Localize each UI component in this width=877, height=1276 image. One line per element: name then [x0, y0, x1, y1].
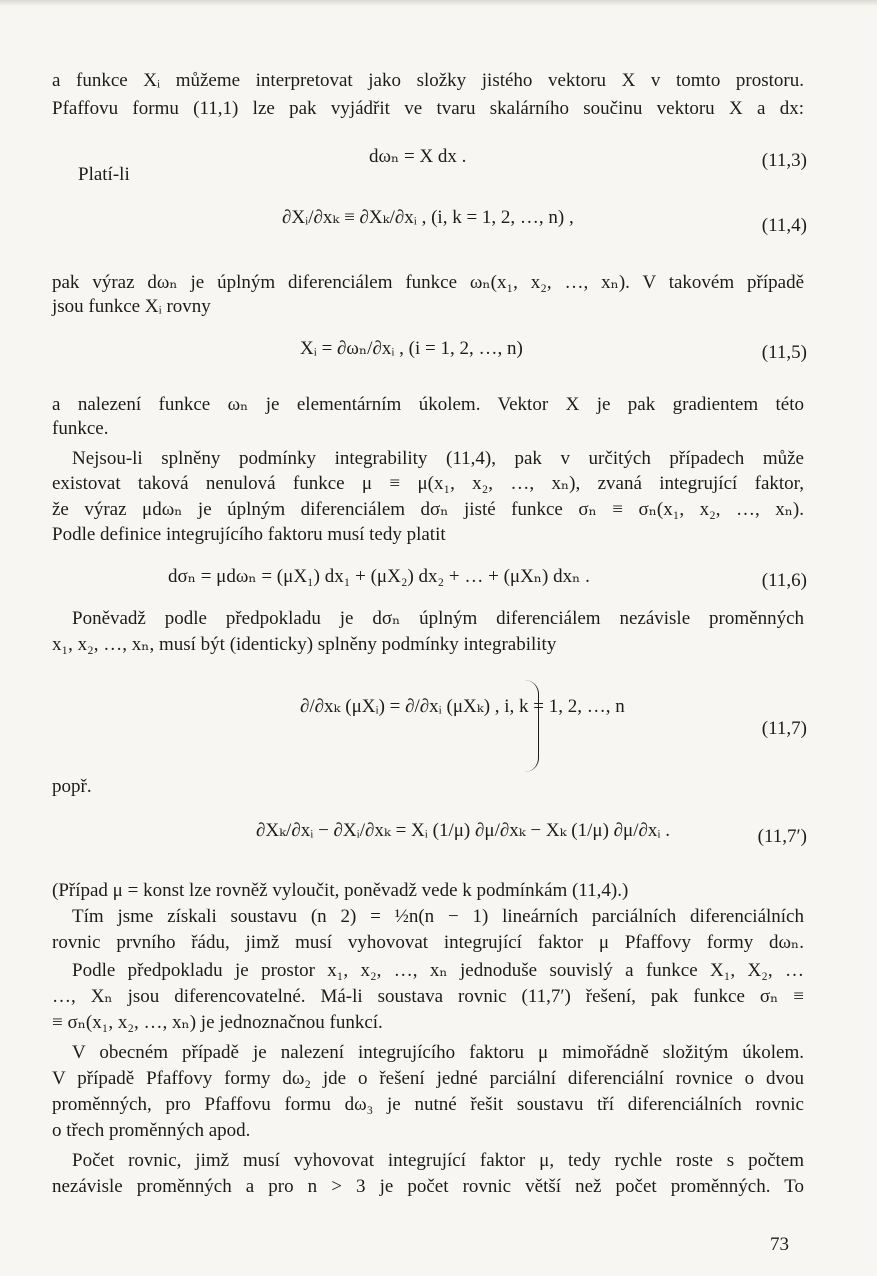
text-line: jsou funkce Xᵢ rovny [52, 296, 211, 317]
text-line: …, Xₙ jsou diferencovatelné. Má-li soustava rovnic (11,7′) řešení, pak funkce σₙ ≡ [52, 986, 804, 1007]
text-line: pak výraz dωₙ je úplným diferenciálem funkce ωₙ(x₁, x₂, …, xₙ). V takovém případě [52, 272, 804, 293]
text-line: o třech proměnných apod. [52, 1120, 251, 1141]
text-line: x₁, x₂, …, xₙ, musí být (identicky) splněny podmínky integrability [52, 634, 557, 655]
text-line: V obecném případě je nalezení integrujícího faktoru μ mimořádně složitým úkolem. [72, 1042, 804, 1063]
text-line: Podle definice integrujícího faktoru musí tedy platit [52, 524, 446, 545]
text-line: funkce. [52, 418, 109, 439]
text-line: rovnic prvního řádu, jimž musí vyhovovat integrující faktor μ Pfaffovy formy dωₙ. [52, 932, 804, 953]
text-line: a nalezení funkce ωₙ je elementárním úkolem. Vektor X je pak gradientem této [52, 394, 804, 415]
equation-number: (11,5) [761, 342, 807, 363]
equation-number: (11,7′) [757, 826, 807, 847]
equation-11-7-prime: ∂Xₖ/∂xᵢ − ∂Xᵢ/∂xₖ = Xᵢ (1/μ) ∂μ/∂xₖ − Xₖ (1/μ) ∂μ/∂xᵢ . [256, 820, 671, 841]
page-number: 73 [770, 1234, 789, 1255]
right-brace [524, 680, 539, 772]
text-line: existovat taková nenulová funkce μ ≡ μ(x₁, x₂, …, xₙ), zvaná integrující faktor, [52, 473, 804, 494]
text-line: Počet rovnic, jimž musí vyhovovat integrující faktor μ, tedy rychle roste s počtem [72, 1150, 804, 1171]
text-line: V případě Pfaffovy formy dω₂ jde o řešení jedné parciální diferenciální rovnice o dvou [52, 1068, 804, 1089]
equation-11-7: ∂/∂xₖ (μXᵢ) = ∂/∂xᵢ (μXₖ) , i, k = 1, 2, …, n [300, 696, 625, 717]
text-line: Poněvadž podle předpokladu je dσₙ úplným diferenciálem nezávisle proměnných [72, 608, 804, 629]
equation-number: (11,6) [761, 570, 807, 591]
equation-11-5: Xᵢ = ∂ωₙ/∂xᵢ , (i = 1, 2, …, n) [300, 338, 523, 359]
text-line: nezávisle proměnných a pro n > 3 je počet rovnic větší než počet proměnných. To [52, 1176, 804, 1197]
equation-11-4: ∂Xᵢ/∂xₖ ≡ ∂Xₖ/∂xᵢ , (i, k = 1, 2, …, n) , [282, 207, 574, 228]
text-line: Nejsou-li splněny podmínky integrability (11,4), pak v určitých případech může [72, 448, 804, 469]
text-line: proměnných, pro Pfaffovu formu dω₃ je nutné řešit soustavu tří diferenciálních rovnic [52, 1094, 804, 1115]
text-line: Pfaffovu formu (11,1) lze pak vyjádřit ve tvaru skalárního součinu vektoru X a dx: [52, 98, 804, 119]
text-line: Tím jsme získali soustavu (n 2) = ½n(n − 1) lineárních parciálních diferenciálních [72, 906, 804, 927]
scan-edge [0, 0, 877, 6]
text-line: a funkce Xᵢ můžeme interpretovat jako složky jistého vektoru X v tomto prostoru. [52, 70, 804, 91]
equation-11-3: dωₙ = X dx . [369, 146, 467, 167]
text-line: ≡ σₙ(x₁, x₂, …, xₙ) je jednoznačnou funkcí. [52, 1012, 383, 1033]
text-line: popř. [52, 776, 92, 797]
text-line: (Případ μ = konst lze rovněž vyloučit, poněvadž vede k podmínkám (11,4).) [52, 880, 629, 901]
equation-11-6: dσₙ = μdωₙ = (μX₁) dx₁ + (μX₂) dx₂ + … + (μXₙ) dxₙ . [168, 566, 590, 587]
text-line: Podle předpokladu je prostor x₁, x₂, …, xₙ jednoduše souvislý a funkce X₁, X₂, … [72, 960, 804, 981]
equation-number: (11,3) [761, 150, 807, 171]
equation-number: (11,4) [761, 215, 807, 236]
text-line: že výraz μdωₙ je úplným diferenciálem dσₙ jisté funkce σₙ ≡ σₙ(x₁, x₂, …, xₙ). [52, 499, 804, 520]
text-line: Platí-li [78, 164, 130, 185]
equation-number: (11,7) [761, 718, 807, 739]
